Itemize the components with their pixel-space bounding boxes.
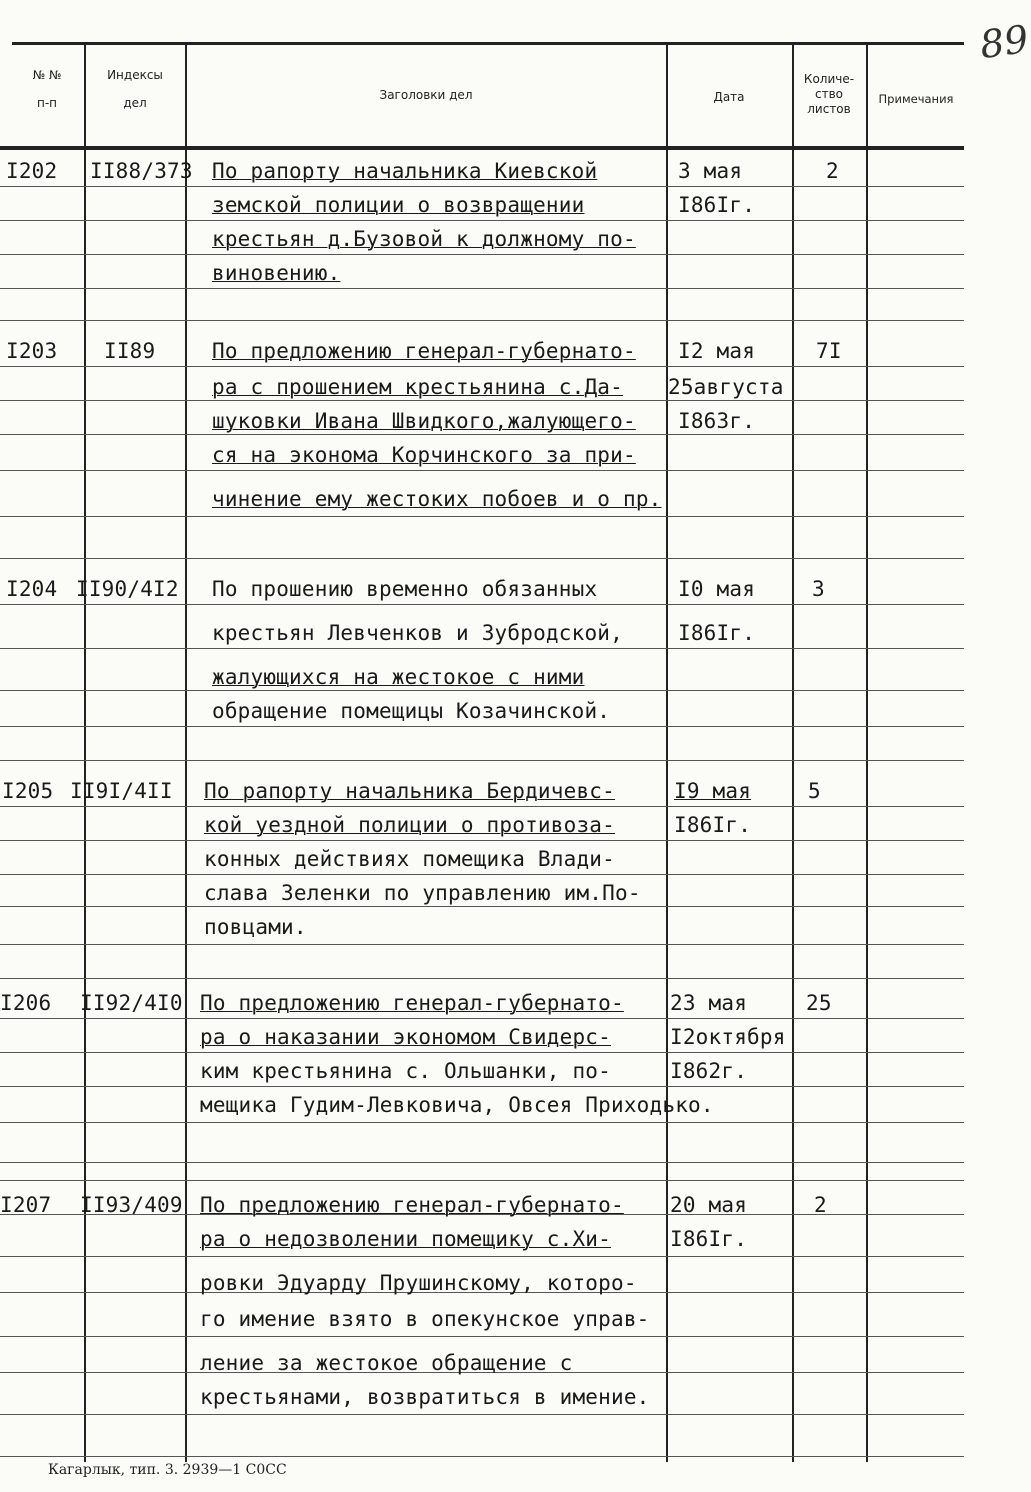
ruled-line — [0, 1336, 964, 1337]
record-number: I205 — [2, 779, 54, 803]
record-title-line: По предложению генерал-губернато- — [200, 991, 624, 1015]
header-index: Индексы дел — [107, 68, 163, 110]
record-date: I862г. — [670, 1059, 748, 1083]
record-title-line: крестьян д.Бузовой к должному по- — [212, 227, 636, 251]
ruled-line — [0, 1180, 964, 1181]
record-title-line: конных действиях помещика Влади- — [204, 847, 615, 871]
record-number: I206 — [0, 991, 52, 1015]
record-date: I2 мая — [678, 339, 756, 363]
record-title-line: По предложению генерал-губернато- — [200, 1193, 624, 1217]
record-sheet-count: 25 — [806, 991, 832, 1015]
record-title-line: го имение взято в опекунское управ- — [200, 1307, 650, 1331]
record-sheet-count: 7I — [816, 339, 842, 363]
page-number: 89 — [977, 16, 1031, 68]
record-sheet-count: 2 — [826, 159, 839, 183]
ruled-line — [0, 558, 964, 559]
record-date: I0 мая — [678, 577, 756, 601]
record-title-line: жалующихся на жестокое с ними — [212, 665, 585, 689]
record-index: II90/4I2 — [76, 577, 179, 601]
record-date: 3 мая — [678, 159, 743, 183]
header-title: Заголовки дел — [379, 88, 473, 102]
record-index: II92/4I0 — [80, 991, 183, 1015]
ruled-line — [0, 1456, 964, 1457]
record-title-line: крестьян Левченков и Зубродской, — [212, 621, 623, 645]
record-title-line: крестьянами, возвратиться в имение. — [200, 1385, 650, 1409]
record-date: 25августа — [668, 375, 784, 399]
record-title-line: ра о недозволении помещику с.Хи- — [200, 1227, 611, 1251]
record-title-line: ра о наказании экономом Свидерс- — [200, 1025, 611, 1049]
record-index: II9I/4II — [70, 779, 173, 803]
record-number: I207 — [0, 1193, 52, 1217]
col-divider-3 — [666, 42, 668, 1462]
record-title-line: По рапорту начальника Бердичевс- — [204, 779, 615, 803]
record-title-line: шуковки Ивана Швидкого,жалующего- — [212, 409, 636, 433]
record-title-line: слава Зеленки по управлению им.По- — [204, 881, 641, 905]
record-number: I204 — [6, 577, 58, 601]
record-date: I2октября — [670, 1025, 786, 1049]
record-sheet-count: 5 — [808, 779, 821, 803]
top-border — [12, 42, 964, 45]
record-title-line: виновению. — [212, 261, 341, 285]
record-title-line: По рапорту начальника Киевской — [212, 159, 598, 183]
record-title-line: мещика Гудим-Левковича, Овсея Приходько. — [200, 1093, 714, 1117]
col-divider-1 — [84, 42, 86, 1462]
ruled-line — [0, 1162, 964, 1163]
col-divider-2 — [185, 42, 187, 1462]
record-date: 23 мая — [670, 991, 748, 1015]
record-title-line: обращение помещицы Козачинской. — [212, 699, 611, 723]
header-count: Количе- ство листов — [803, 72, 855, 116]
record-number: I203 — [6, 339, 58, 363]
ruled-line — [0, 1414, 964, 1415]
record-title-line: По предложению генерал-губернато- — [212, 339, 636, 363]
record-date: I86Iг. — [678, 621, 756, 645]
record-title-line: По прошению временно обязанных — [212, 577, 598, 601]
header-date: Дата — [713, 90, 745, 104]
record-date: I9 мая — [674, 779, 752, 803]
header-bottom-border — [0, 146, 964, 150]
ruled-line — [0, 760, 964, 761]
record-title-line: кой уездной полиции о противоза- — [204, 813, 615, 837]
record-index: II88/373 — [90, 159, 193, 183]
record-index: II93/409 — [80, 1193, 183, 1217]
ruled-line — [0, 944, 964, 945]
record-title-line: ра с прошением крестьянина с.Да- — [212, 375, 623, 399]
record-title-line: чинение ему жестоких побоев и о пр. — [212, 487, 662, 511]
record-date: 20 мая — [670, 1193, 748, 1217]
record-date: I86Iг. — [678, 193, 756, 217]
record-date: I86Iг. — [674, 813, 752, 837]
col-divider-5 — [866, 42, 868, 1462]
record-title-line: ровки Эдуарду Прушинскому, которо- — [200, 1271, 637, 1295]
record-title-line: земской полиции о возвращении — [212, 193, 585, 217]
record-title-line: повцами. — [204, 915, 307, 939]
ruled-line — [0, 288, 964, 289]
header-num: № № п-п — [32, 68, 62, 110]
record-title-line: ление за жестокое обращение с — [200, 1351, 573, 1375]
ruled-line — [0, 516, 964, 517]
record-date: I86Iг. — [670, 1227, 748, 1251]
record-sheet-count: 3 — [812, 577, 825, 601]
record-index: II89 — [104, 339, 156, 363]
record-sheet-count: 2 — [814, 1193, 827, 1217]
header-notes: Примечания — [878, 92, 954, 106]
col-divider-4 — [792, 42, 794, 1462]
record-date: I863г. — [678, 409, 756, 433]
record-number: I202 — [6, 159, 58, 183]
ruled-line — [0, 1256, 964, 1257]
printer-imprint: Кагарлык, тип. 3. 2939—1 C0CC — [48, 1462, 287, 1478]
record-title-line: ким крестьянина с. Ольшанки, по- — [200, 1059, 611, 1083]
ruled-line — [0, 320, 964, 321]
ruled-line — [0, 978, 964, 979]
ruled-line — [0, 1122, 964, 1123]
record-title-line: ся на эконома Корчинского за при- — [212, 443, 636, 467]
